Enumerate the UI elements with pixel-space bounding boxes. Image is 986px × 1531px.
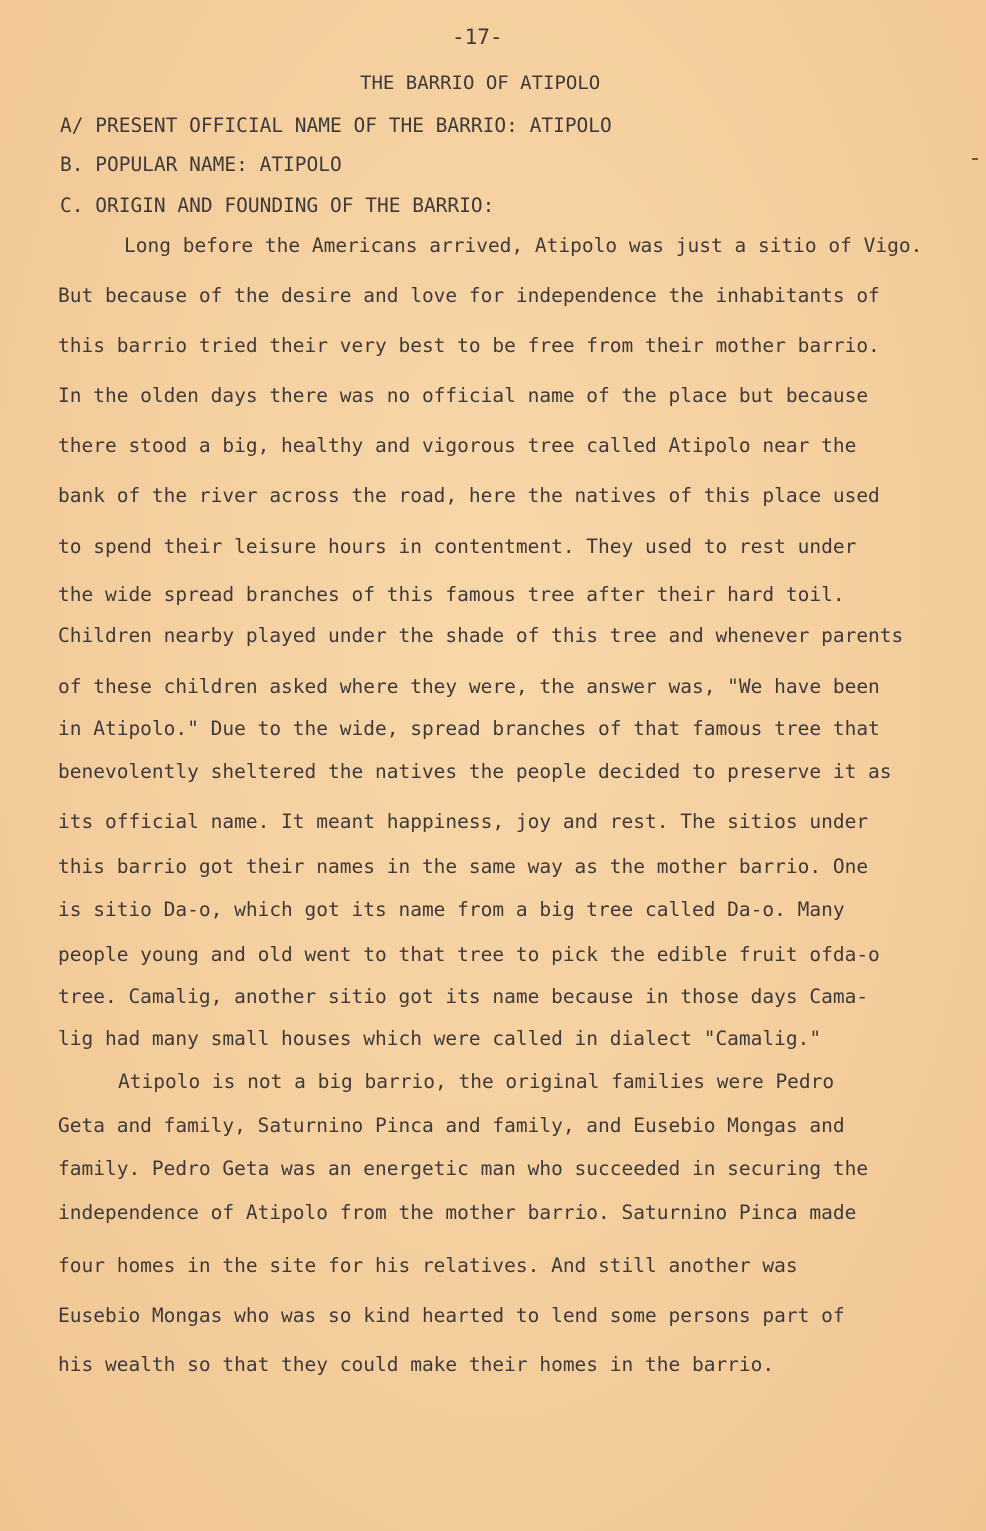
paragraph1-line: of these children asked where they were, the answer was, "We have been	[58, 675, 880, 698]
paragraph1-line: this barrio tried their very best to be free from their mother barrio.	[58, 334, 880, 357]
page-number: -17-	[452, 25, 503, 49]
paragraph1-line: But because of the desire and love for independence the inhabitants of	[58, 284, 880, 307]
paragraph1-line: is sitio Da-o, which got its name from a big tree called Da-o. Many	[58, 898, 845, 921]
paragraph1-line: bank of the river across the road, here the natives of this place used	[58, 484, 880, 507]
paragraph1-line: Children nearby played under the shade of this tree and whenever parents	[58, 624, 904, 647]
paragraph1-line: Long before the Americans arrived, Atipolo was just a sitio of Vigo.	[124, 234, 923, 257]
paragraph1-line: this barrio got their names in the same way as the mother barrio. One	[58, 855, 869, 878]
margin-mark	[972, 158, 978, 160]
paragraph2-line: family. Pedro Geta was an energetic man who succeeded in securing the	[58, 1157, 869, 1180]
section-b-popular-name: B. POPULAR NAME: ATIPOLO	[60, 153, 342, 176]
paragraph2-line: Atipolo is not a big barrio, the original families were Pedro	[118, 1070, 835, 1093]
paragraph1-line: its official name. It meant happiness, joy and rest. The sitios under	[58, 810, 869, 833]
paragraph1-line: to spend their leisure hours in contentment. They used to rest under	[58, 535, 857, 558]
paragraph1-line: benevolently sheltered the natives the people decided to preserve it as	[58, 760, 892, 783]
paragraph1-line: lig had many small houses which were called in dialect "Camalig."	[58, 1027, 822, 1050]
paragraph2-line: Geta and family, Saturnino Pinca and family, and Eusebio Mongas and	[58, 1114, 845, 1137]
paragraph1-line: tree. Camalig, another sitio got its name because in those days Cama-	[58, 985, 869, 1008]
document-title: THE BARRIO OF ATIPOLO	[360, 72, 601, 94]
paragraph2-line: Eusebio Mongas who was so kind hearted to lend some persons part of	[58, 1304, 845, 1327]
paragraph1-line: in Atipolo." Due to the wide, spread branches of that famous tree that	[58, 717, 880, 740]
paragraph1-line: people young and old went to that tree to pick the edible fruit ofda-o	[58, 943, 880, 966]
paragraph2-line: his wealth so that they could make their homes in the barrio.	[58, 1353, 775, 1376]
paragraph1-line: In the olden days there was no official name of the place but because	[58, 384, 869, 407]
section-a-official-name: A/ PRESENT OFFICIAL NAME OF THE BARRIO: ATIPOLO	[60, 114, 612, 137]
section-c-origin-heading: C. ORIGIN AND FOUNDING OF THE BARRIO:	[60, 194, 495, 217]
paragraph2-line: independence of Atipolo from the mother barrio. Saturnino Pinca made	[58, 1201, 857, 1224]
paragraph1-line: there stood a big, healthy and vigorous tree called Atipolo near the	[58, 434, 857, 457]
paragraph1-line: the wide spread branches of this famous tree after their hard toil.	[58, 583, 845, 606]
paragraph2-line: four homes in the site for his relatives. And still another was	[58, 1254, 798, 1277]
